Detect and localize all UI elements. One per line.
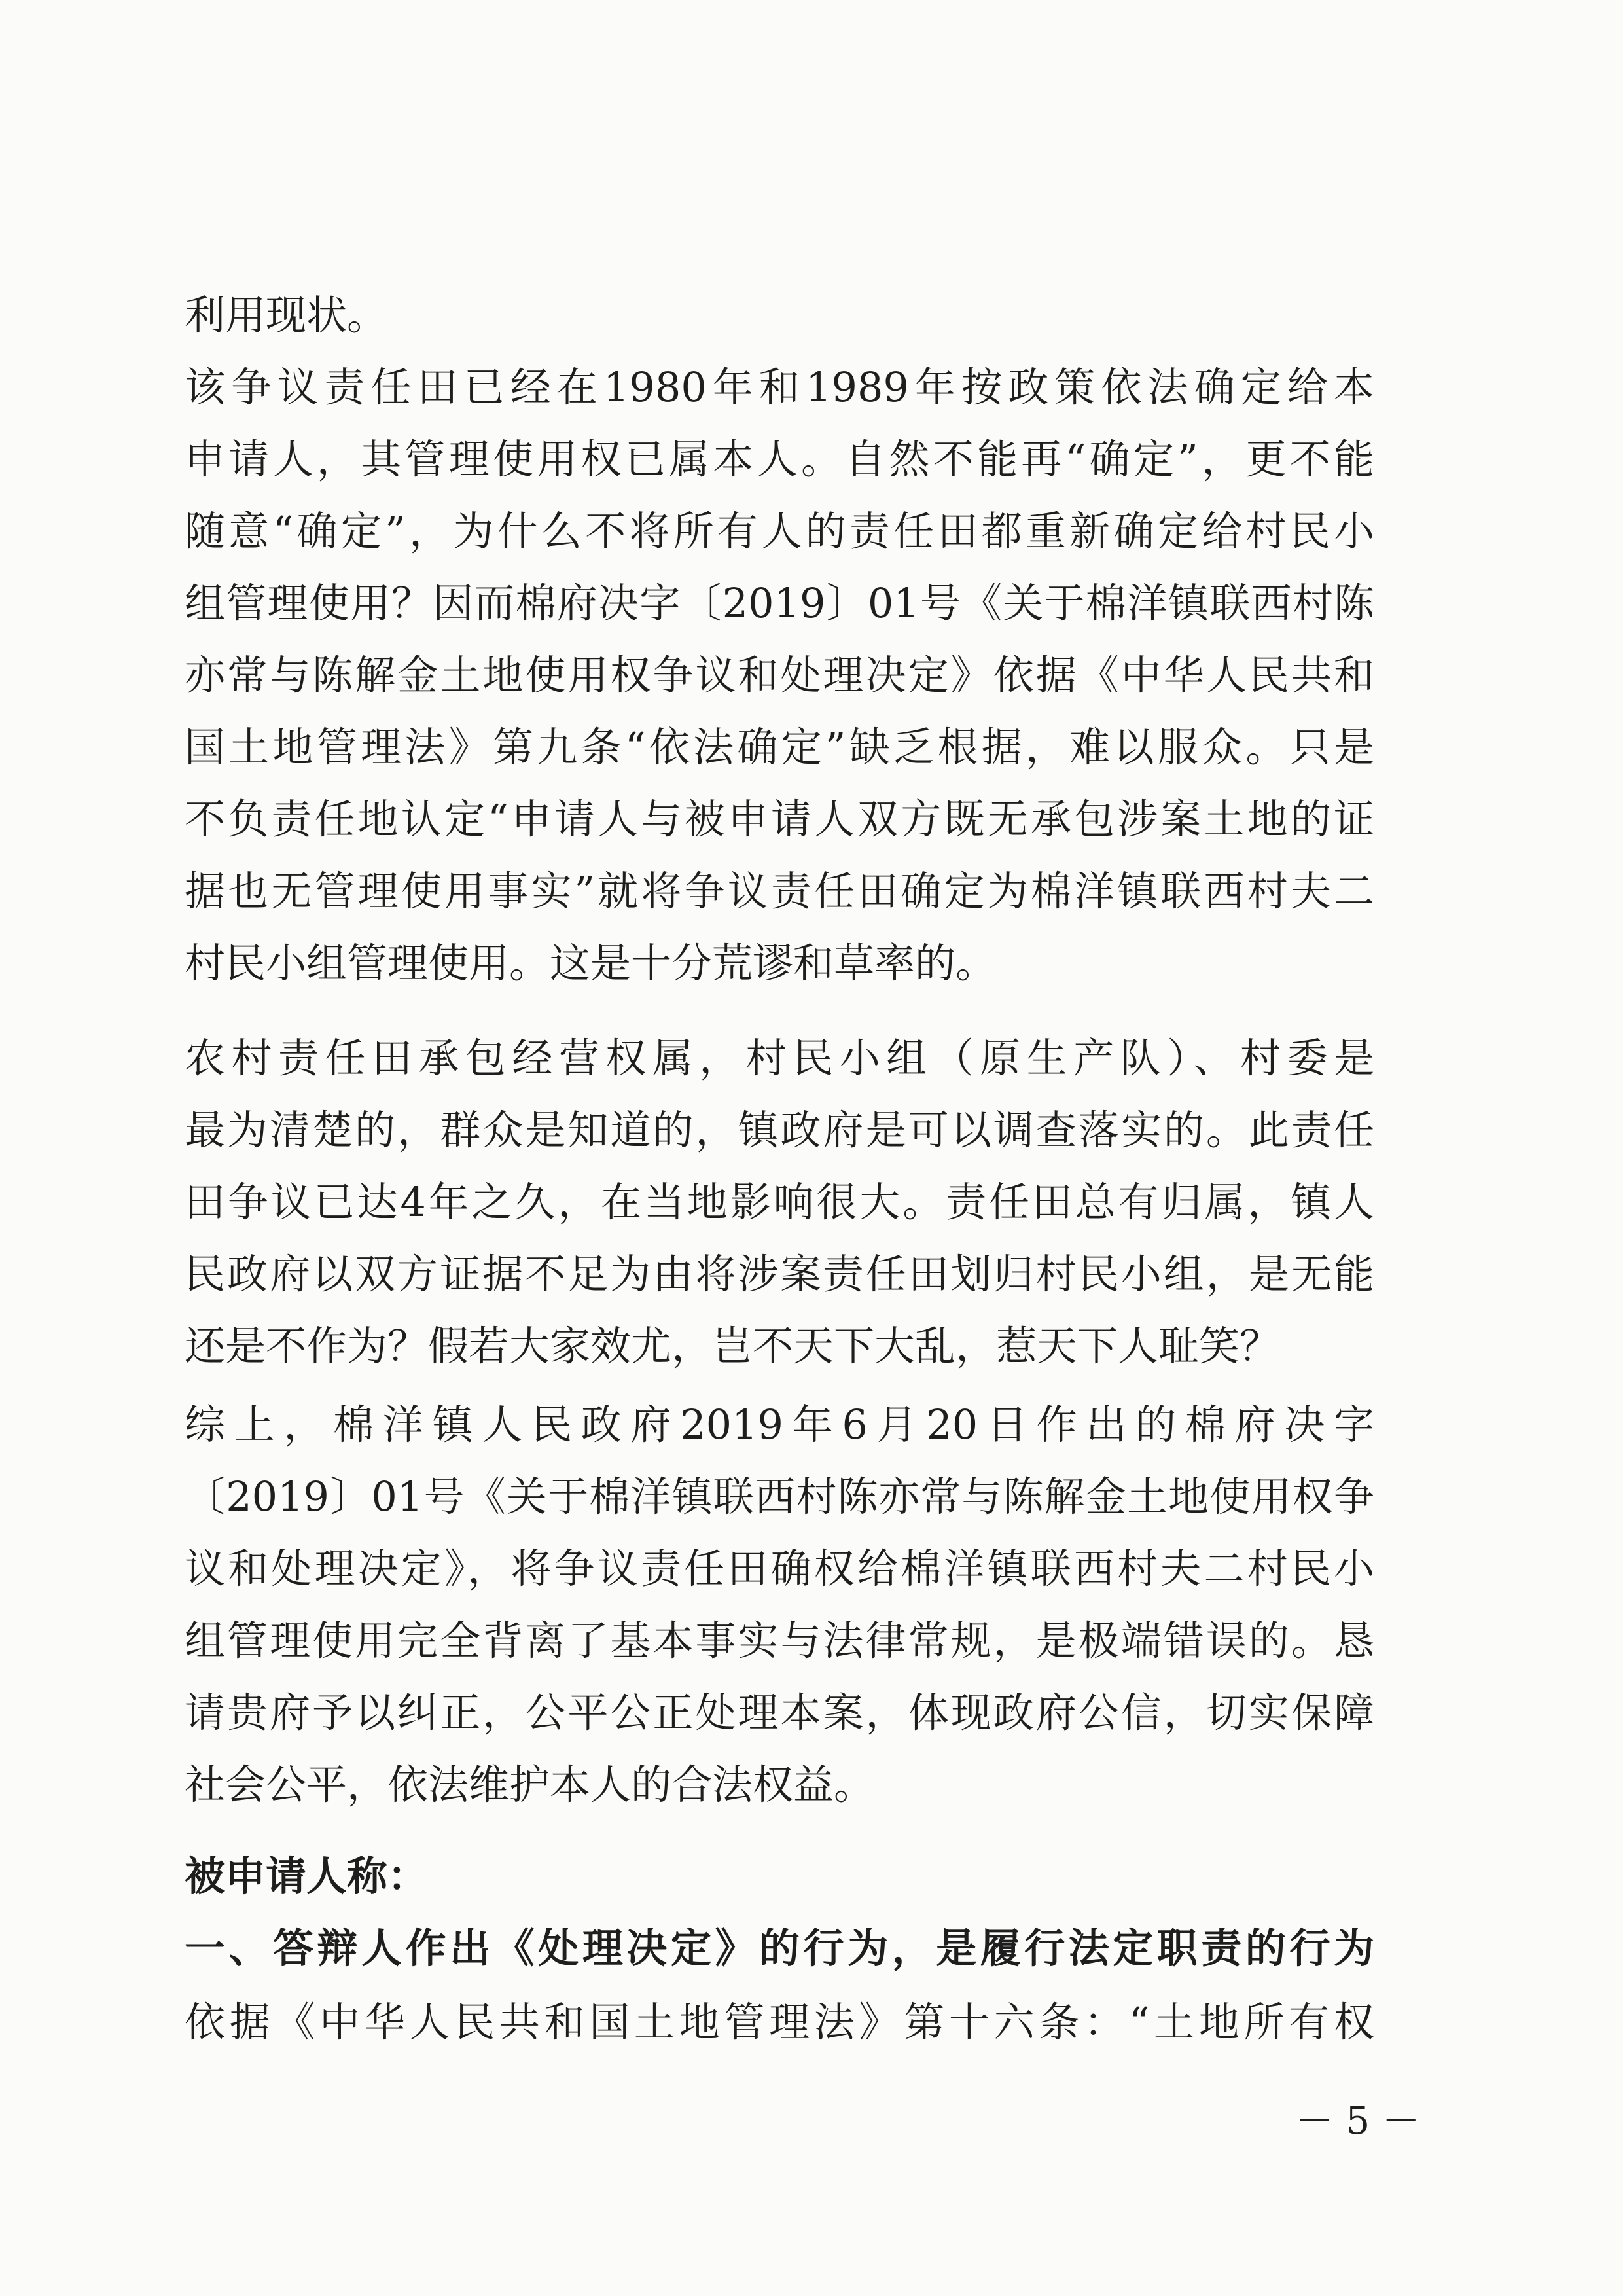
- text-line: 请贵府予以纠正，公平公正处理本案，体现政府公信，切实保障: [185, 1689, 1374, 1736]
- section-heading: 一、答辩人作出《处理决定》的行为，是履行法定职责的行为: [185, 1924, 1374, 1972]
- text-line: 不负责任地认定“申请人与被申请人双方既无承包涉案土地的证: [185, 795, 1374, 843]
- text-line: 据也无管理使用事实”就将争议责任田确定为棉洋镇联西村夫二: [185, 867, 1374, 915]
- text-line: 国土地管理法》第九条“依法确定”缺乏根据，难以服众。只是: [185, 723, 1374, 771]
- section-heading: 被申请人称：: [185, 1852, 429, 1900]
- text-line: 申请人，其管理使用权已属本人。自然不能再“确定”，更不能: [185, 435, 1374, 483]
- text-line: 村民小组管理使用。这是十分荒谬和草率的。: [185, 939, 997, 987]
- text-line: 社会公平，依法维护本人的合法权益。: [185, 1761, 875, 1808]
- text-line: 利用现状。: [185, 291, 388, 339]
- text-line: 依据《中华人民共和国土地管理法》第十六条：“土地所有权: [185, 1998, 1374, 2046]
- text-line: 〔2019〕01号《关于棉洋镇联西村陈亦常与陈解金土地使用权争: [185, 1473, 1374, 1520]
- text-line: 综上，棉洋镇人民政府2019年6月20日作出的棉府决字: [185, 1401, 1374, 1448]
- text-line: 组管理使用？因而棉府决字〔2019〕01号《关于棉洋镇联西村陈: [185, 579, 1374, 627]
- page-number: － 5 －: [1296, 2098, 1420, 2143]
- text-line: 亦常与陈解金土地使用权争议和处理决定》依据《中华人民共和: [185, 651, 1374, 699]
- text-line: 最为清楚的，群众是知道的，镇政府是可以调查落实的。此责任: [185, 1106, 1374, 1154]
- text-line: 该争议责任田已经在1980年和1989年按政策依法确定给本: [185, 363, 1374, 411]
- text-line: 组管理使用完全背离了基本事实与法律常规，是极端错误的。恳: [185, 1617, 1374, 1664]
- text-line: 议和处理决定》，将争议责任田确权给棉洋镇联西村夫二村民小: [185, 1545, 1374, 1592]
- text-line: 还是不作为？假若大家效尤，岂不天下大乱，惹天下人耻笑？: [185, 1322, 1281, 1370]
- text-line: 农村责任田承包经营权属，村民小组（原生产队）、村委是: [185, 1034, 1374, 1082]
- text-line: 民政府以双方证据不足为由将涉案责任田划归村民小组，是无能: [185, 1250, 1374, 1298]
- text-line: 田争议已达4年之久，在当地影响很大。责任田总有归属，镇人: [185, 1178, 1374, 1226]
- text-line: 随意“确定”，为什么不将所有人的责任田都重新确定给村民小: [185, 507, 1374, 555]
